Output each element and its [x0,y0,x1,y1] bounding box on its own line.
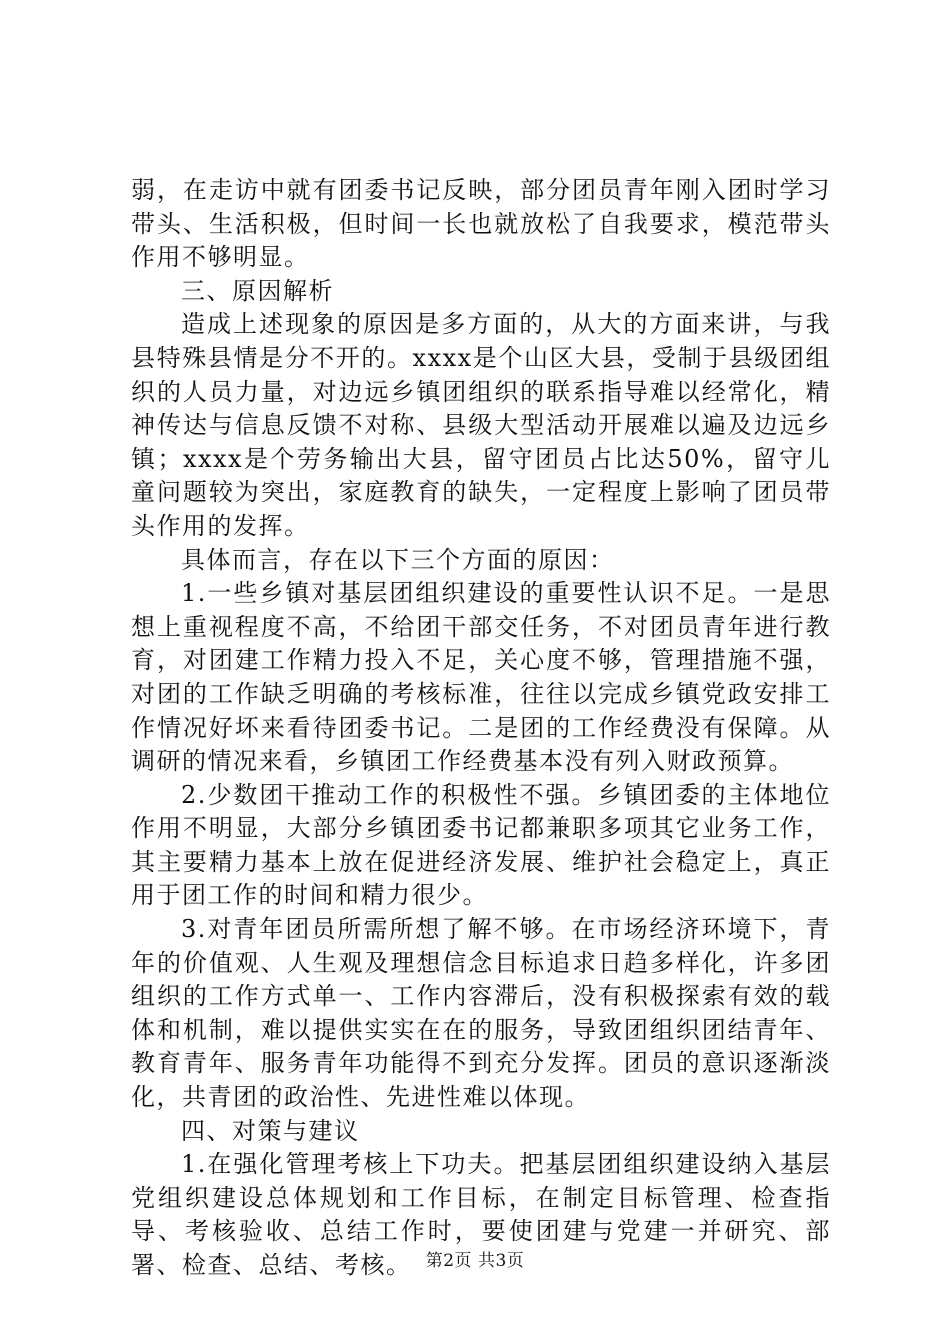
section-heading-suggestions: 四、对策与建议 [181,1116,360,1145]
paragraph-intro-reasons: 具体而言，存在以下三个方面的原因： [181,545,615,574]
page-footer [0,1246,950,1271]
document-body [131,174,831,1283]
paragraph-reason-3: 3.对青年团员所需所想了解不够。在市场经济环境下，青年的价值观、人生观及理想信念目标追求日趋多样化，许多团组织的工作方式单一、工作内容滞后，没有积极探索有效的载体和机制，难以提供实实在在的服务，导致团组织团结青年、教育青年、服务青年功能得不到充分发挥。团员的意识逐渐淡化，共青团的政治性、先进性难以体现。 [131,915,831,1112]
section-heading-causes: 三、原因解析 [181,276,334,305]
paragraph-reason-2: 2.少数团干推动工作的积极性不强。乡镇团委的主体地位作用不明显，大部分乡镇团委书记都兼职多项其它业务工作，其主要精力基本上放在促进经济发展、维护社会稳定上，真正用于团工作的时间和精力很少。 [131,780,831,910]
paragraph-reason-1: 1.一些乡镇对基层团组织建设的重要性认识不足。一是思想上重视程度不高，不给团干部交任务，不对团员青年进行教育，对团建工作精力投入不足，关心度不够，管理措施不强，对团的工作缺乏明确的考核标准，往往以完成乡镇党政安排工作情况好坏来看待团委书记。二是团的工作经费没有保障。从调研的情况来看，乡镇团工作经费基本没有列入财政预算。 [131,579,831,776]
page-number-label: 第2页 共3页 [425,1251,525,1271]
paragraph-continuation: 弱，在走访中就有团委书记反映，部分团员青年刚入团时学习带头、生活积极，但时间一长也就放松了自我要求，模范带头作用不够明显。 [131,176,831,272]
paragraph-overview: 造成上述现象的原因是多方面的，从大的方面来讲，与我县特殊县情是分不开的。xxxx是个山区大县，受制于县级团组织的人员力量，对边远乡镇团组织的联系指导难以经常化，精神传达与信息反馈不对称、县级大型活动开展难以遍及边远乡镇；xxxx是个劳务输出大县，留守团员占比达50%，留守儿童问题较为突出，家庭教育的缺失，一定程度上影响了团员带头作用的发挥。 [131,310,831,540]
paragraph-suggestion-1: 1.在强化管理考核上下功夫。把基层团组织建设纳入基层党组织建设总体规划和工作目标，在制定目标管理、检查指导、考核验收、总结工作时，要使团建与党建一并研究、部署、检查、总结、考核。 [131,1150,831,1279]
